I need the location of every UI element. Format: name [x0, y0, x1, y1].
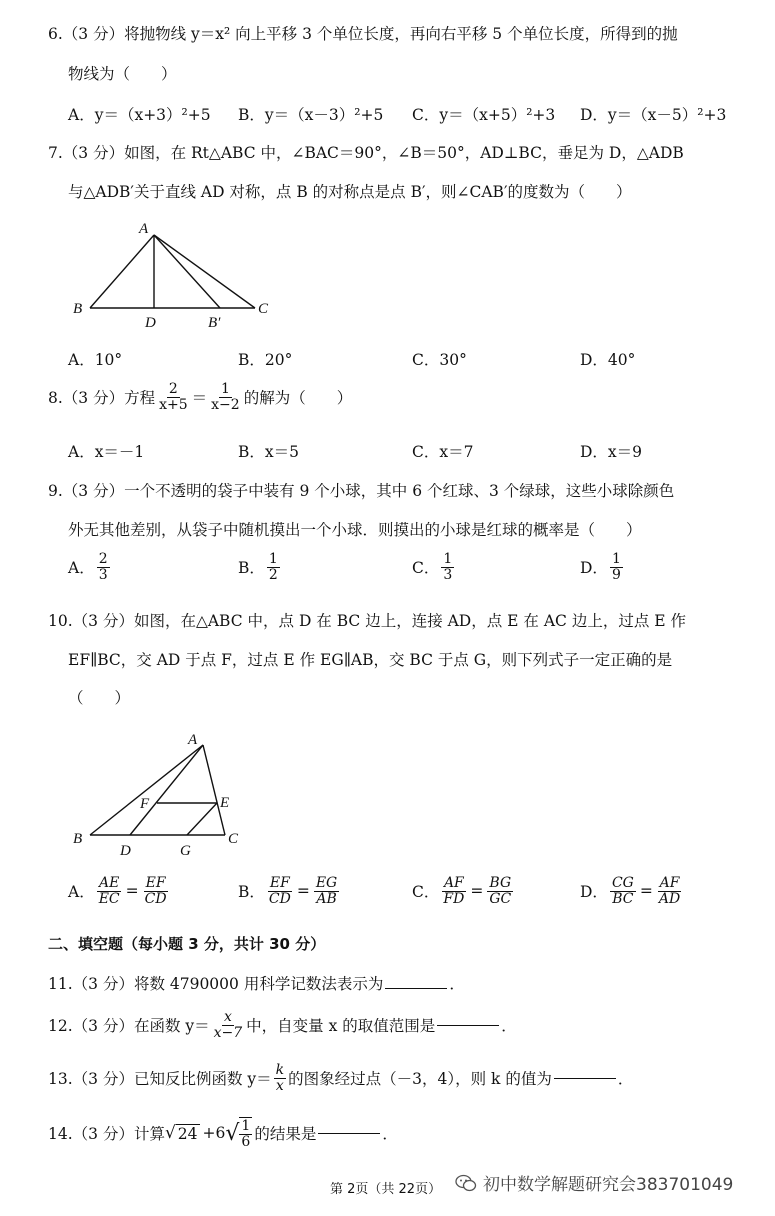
q10-option-d-n2: AF [659, 875, 680, 891]
q13-end: ． [617, 1070, 634, 1089]
q9-option-b [238, 552, 282, 582]
q13-fraction [274, 1063, 286, 1093]
q7-label-a: A [139, 221, 149, 237]
q9-option-c-fraction [441, 552, 454, 582]
q9-option-d-fraction [610, 552, 623, 582]
q10-option-b-n1: EF [269, 875, 290, 891]
q10-option-b-d1: CD [268, 890, 291, 907]
q9-option-d-num: 1 [611, 551, 621, 567]
q7-segment-ab-prime [154, 235, 220, 308]
q13-suffix: 的图象经过点（－3，4），则 k 的值为 [288, 1070, 552, 1089]
q9-option-d-den: 9 [611, 566, 621, 583]
q6-option-d: D．y＝（x－5）²+3 [580, 106, 727, 124]
q9-option-c-label: C． [412, 559, 440, 578]
q8-suffix: 的解为（ ） [243, 389, 353, 408]
q9-line1: 9.（3 分）一个不透明的袋子中装有 9 个小球，其中 6 个红球、3 个绿球，这些小球除颜色 [48, 482, 675, 500]
q10-option-c-label: C． [412, 883, 440, 902]
q8-fraction-2-num: 1 [220, 381, 230, 397]
q8-option-b: B．x＝5 [238, 443, 299, 461]
q8-option-c: C．x＝7 [412, 443, 474, 461]
q10-label-b: B [73, 831, 83, 847]
q12-end: ． [501, 1017, 517, 1036]
q10-figure [60, 725, 260, 860]
q10-label-g: G [180, 843, 191, 859]
q9-option-b-num: 1 [268, 551, 278, 567]
q13-prefix: 13.（3 分）已知反比例函数 y＝ [48, 1070, 272, 1089]
q10-option-a-label: A． [68, 883, 95, 902]
watermark-text: 初中数学解题研究会383701049 [483, 1175, 734, 1195]
q10-option-c-n2: BG [489, 875, 512, 891]
q10-label-c: C [228, 831, 239, 847]
q7-line1: 7.（3 分）如图，在 Rt△ABC 中，∠BAC＝90°，∠B＝50°，AD⊥BC，垂足为 D，△ADB [48, 144, 684, 162]
q10-line2: EF∥BC，交 AD 于点 F，过点 E 作 EG∥AB，交 BC 于点 G，则下列式子一定正确的是 [68, 651, 673, 669]
q10-option-a-d2: CD [144, 890, 167, 907]
q6-option-b: B．y＝（x－3）²+5 [238, 106, 384, 124]
q10-option-c: C． $\frac{AF}{FD}$ = $\frac{BG}{GC}$ [412, 875, 512, 907]
q8-fraction-1 [157, 382, 190, 412]
q14-sqrt-sign-1: √ [164, 1123, 176, 1144]
q13-num: k [275, 1062, 285, 1078]
q10-option-b-d2: AB [316, 890, 337, 907]
q10-option-d-d1: BC [612, 890, 634, 907]
q11-end: ． [449, 975, 465, 993]
q14-prefix: 14.（3 分）计算 [48, 1125, 165, 1144]
q7-label-b-prime: B′ [208, 315, 221, 331]
q14-end: ． [382, 1125, 398, 1144]
q10-option-b: B． $\frac{EF}{CD}$ = $\frac{EG}{AB}$ [238, 875, 338, 907]
q14-fraction [239, 1117, 252, 1149]
watermark [455, 1170, 733, 1195]
q8-fraction-1-num: 2 [168, 381, 178, 397]
q12-line [48, 1010, 517, 1040]
q9-option-c-den: 3 [443, 566, 453, 583]
q10-label-d: D [120, 843, 131, 859]
q10-option-a-d1: EC [98, 890, 120, 907]
q10-option-b-n2: EG [315, 875, 338, 891]
q10-segment-ad [130, 745, 203, 835]
q8-option-d: D．x＝9 [580, 443, 643, 461]
q12-prefix: 12.（3 分）在函数 y＝ [48, 1017, 210, 1036]
q6-option-a: A．y＝（x+3）²+5 [68, 106, 211, 124]
q10-option-a: A． $\frac{AE}{EC}$ = $\frac{EF}{CD}$ [68, 875, 167, 907]
q9-option-d [580, 552, 625, 582]
q10-label-f: F [140, 796, 150, 812]
q12-fraction [212, 1010, 245, 1040]
q10-option-c-n1: AF [443, 875, 464, 891]
q6-line1: 6.（3 分）将抛物线 y＝x² 向上平移 3 个单位长度，再向右平移 5 个单位长度，所得到的抛 [48, 25, 678, 43]
q7-label-b: B [73, 301, 83, 317]
section-fill-in-heading: 二、填空题（每小题 3 分，共计 30 分） [48, 935, 326, 953]
q7-option-a: A．10° [68, 351, 123, 369]
q10-option-d-d2: AD [658, 890, 681, 907]
q8-option-a: A．x＝－1 [68, 443, 145, 461]
q9-option-c [412, 552, 456, 582]
q10-segment-eg [187, 803, 217, 835]
q12-suffix: 中，自变量 x 的取值范围是 [246, 1017, 436, 1036]
q10-option-a-n2: EF [145, 875, 166, 891]
q11-line [48, 972, 465, 994]
q10-option-d: D． $\frac{CG}{BC}$ = $\frac{AF}{AD}$ [580, 875, 681, 907]
wechat-icon [455, 1174, 477, 1192]
q9-option-a-label: A． [68, 559, 95, 578]
q10-label-e: E [220, 795, 230, 811]
q6-line2: 物线为（ ） [68, 65, 177, 83]
q9-option-d-label: D． [580, 559, 608, 578]
q9-option-b-fraction [267, 552, 280, 582]
q7-side-ab [90, 235, 154, 308]
q10-line1: 10.（3 分）如图，在△ABC 中，点 D 在 BC 边上，连接 AD，点 E 在 AC 边上，过点 E 作 [48, 612, 686, 630]
q9-option-c-num: 1 [443, 551, 453, 567]
q14-num: 1 [241, 1118, 251, 1134]
q7-label-c: C [258, 301, 269, 317]
q8-fraction-1-den: x+5 [159, 396, 188, 413]
q14-den: 6 [241, 1133, 251, 1150]
q12-num: x [223, 1009, 232, 1025]
q11-answer-blank[interactable] [385, 987, 447, 989]
q10-option-b-label: B． [238, 883, 265, 902]
q14-sqrt-sign-2: √ [225, 1120, 240, 1146]
q14-line [48, 1117, 398, 1149]
q6-option-c: C．y＝（x+5）²+3 [412, 106, 556, 124]
q14-answer-blank[interactable] [318, 1132, 380, 1134]
q10-line3: （ ） [68, 689, 131, 707]
q11-text: 11.（3 分）将数 4790000 用科学记数法表示为 [48, 975, 384, 993]
q12-den: x−7 [213, 1024, 243, 1041]
q7-side-ac [154, 235, 255, 308]
q8-line [48, 382, 352, 412]
q8-prefix: 8.（3 分）方程 [48, 389, 156, 408]
q8-fraction-2 [209, 382, 242, 412]
q7-option-c: C．30° [412, 351, 467, 369]
q9-option-b-label: B． [238, 559, 265, 578]
q10-side-ab [90, 745, 203, 835]
q9-option-b-den: 2 [268, 566, 278, 583]
q10-option-c-d1: FD [443, 890, 465, 907]
page-footer: 第 2页（共 22页） [330, 1182, 442, 1197]
q13-answer-blank[interactable] [554, 1077, 616, 1079]
q9-option-a-den: 3 [98, 566, 108, 583]
q10-option-d-n1: CG [611, 875, 634, 891]
q10-side-ac [203, 745, 225, 835]
q8-equals: ＝ [191, 389, 208, 408]
q8-fraction-2-den: x−2 [211, 396, 240, 413]
q9-option-a [68, 552, 112, 582]
q7-option-d: D．40° [580, 351, 636, 369]
q10-option-c-d2: GC [489, 890, 512, 907]
q7-option-b: B．20° [238, 351, 293, 369]
q10-option-d-label: D． [580, 883, 608, 902]
q9-option-a-fraction [97, 552, 110, 582]
q13-den: x [275, 1077, 284, 1094]
q9-line2: 外无其他差别，从袋子中随机摸出一个小球．则摸出的小球是红球的概率是（ ） [68, 521, 642, 539]
q13-line [48, 1063, 633, 1093]
q14-radicand-1: 24 [177, 1124, 198, 1143]
q14-suffix: 的结果是 [254, 1125, 317, 1144]
q7-line2: 与△ADB′关于直线 AD 对称，点 B 的对称点是点 B′，则∠CAB′的度数为（ ） [68, 183, 632, 201]
q12-answer-blank[interactable] [437, 1024, 499, 1026]
q14-plus: +6 [202, 1124, 226, 1143]
q7-label-d: D [145, 315, 156, 331]
q9-option-a-num: 2 [98, 551, 108, 567]
q10-option-a-n1: AE [99, 875, 120, 891]
q10-label-a: A [188, 732, 198, 748]
q7-figure [60, 215, 280, 335]
